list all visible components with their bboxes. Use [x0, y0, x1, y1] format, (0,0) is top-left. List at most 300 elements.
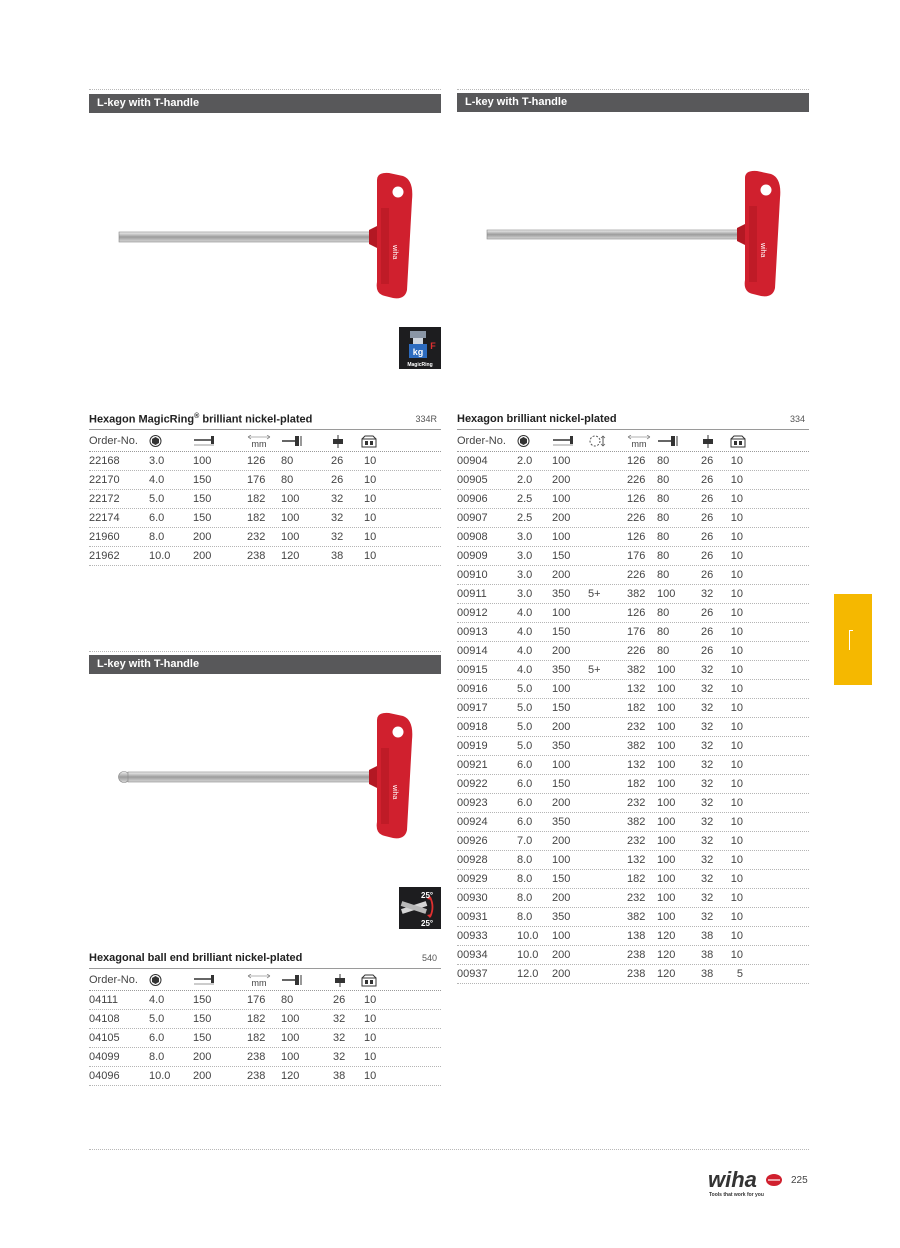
- hex-size: 6.0: [517, 759, 533, 771]
- handle-length: 100: [657, 721, 676, 733]
- order-no-header: Order-No.: [457, 435, 506, 447]
- order-no: 22170: [89, 474, 120, 486]
- handle-width: 32: [701, 835, 714, 847]
- table-row: [457, 699, 809, 718]
- hex-size: 8.0: [517, 873, 533, 885]
- handle-width: 26: [701, 512, 714, 524]
- handle-length: 80: [657, 569, 670, 581]
- hex-size: 3.0: [149, 455, 165, 467]
- table-row: [457, 927, 809, 946]
- total-length: 138: [627, 930, 646, 942]
- mm-label: mm: [251, 439, 267, 448]
- pack-quantity: 10: [730, 702, 743, 714]
- handle-length: 80: [657, 626, 670, 638]
- hex-size: 8.0: [517, 911, 533, 923]
- blade-length: 150: [552, 873, 571, 885]
- magicring-f-label: F: [430, 341, 436, 351]
- pack-quantity: 10: [364, 1032, 377, 1044]
- total-length: 176: [627, 550, 646, 562]
- handle-length: 100: [657, 835, 676, 847]
- table-row: [457, 566, 809, 585]
- order-no: 00904: [457, 455, 488, 467]
- total-length: 382: [627, 816, 646, 828]
- hex-size: 10.0: [517, 930, 539, 942]
- handle-length: 100: [281, 512, 300, 524]
- order-no: 00906: [457, 493, 488, 505]
- blade-length: 150: [193, 474, 212, 486]
- handle-length: 100: [281, 531, 300, 543]
- table-row: [89, 471, 441, 490]
- total-length: 226: [627, 474, 646, 486]
- footer-tagline: Tools that work for you: [709, 1192, 764, 1198]
- handle-width: 32: [701, 816, 714, 828]
- blade-length: 200: [193, 1070, 212, 1082]
- logo-wordmark: wiha: [708, 1168, 757, 1192]
- table-code: 334R: [415, 414, 437, 424]
- handle-width-icon: [333, 969, 347, 991]
- order-no: 00933: [457, 930, 488, 942]
- handle-length: 100: [657, 759, 676, 771]
- handle-width: 32: [331, 531, 344, 543]
- pack-quantity: 10: [730, 493, 743, 505]
- hex-size: 12.0: [517, 968, 539, 980]
- table-row: [457, 908, 809, 927]
- total-length: 132: [627, 854, 646, 866]
- hex-size: 8.0: [517, 854, 533, 866]
- table-row: [457, 851, 809, 870]
- blade-length: 200: [552, 569, 571, 581]
- pack-quantity: 10: [730, 474, 743, 486]
- angle-bottom-label: 25°: [421, 919, 434, 928]
- blade-length: 350: [552, 740, 571, 752]
- blade-length: 200: [552, 474, 571, 486]
- order-no: 00924: [457, 816, 488, 828]
- pack-quantity-icon: [361, 430, 377, 452]
- handle-width: 32: [701, 873, 714, 885]
- hex-size: 2.5: [517, 493, 533, 505]
- total-length-icon: [247, 969, 271, 991]
- handle-width: 26: [331, 474, 344, 486]
- handle-length: 80: [657, 550, 670, 562]
- handle-width: 32: [701, 702, 714, 714]
- handle-length: 120: [657, 949, 676, 961]
- order-no: 00921: [457, 759, 488, 771]
- total-length: 382: [627, 664, 646, 676]
- pack-quantity: 10: [730, 645, 743, 657]
- handle-width: 32: [701, 759, 714, 771]
- blade-length: 150: [552, 702, 571, 714]
- table-title: [457, 413, 809, 429]
- total-length: 232: [627, 892, 646, 904]
- handle-brand-label: wiha: [391, 785, 398, 800]
- pack-quantity: 10: [730, 664, 743, 676]
- hex-size: 6.0: [149, 512, 165, 524]
- blade-length-icon: [552, 430, 576, 452]
- handle-width: 32: [701, 683, 714, 695]
- handle-width: 26: [701, 626, 714, 638]
- order-no: 21960: [89, 531, 120, 543]
- pack-quantity: 10: [730, 873, 743, 885]
- top-separator-left: [89, 89, 441, 90]
- blade-length: 150: [193, 512, 212, 524]
- handle-length: 80: [281, 455, 294, 467]
- total-length: 226: [627, 569, 646, 581]
- total-length: 182: [247, 493, 266, 505]
- hex-size: 8.0: [149, 1051, 165, 1063]
- blade-length: 150: [193, 1032, 212, 1044]
- blade-length: 200: [552, 892, 571, 904]
- total-length: 382: [627, 588, 646, 600]
- handle-width: 38: [331, 550, 344, 562]
- order-no: 00916: [457, 683, 488, 695]
- blade-length: 350: [552, 816, 571, 828]
- blade-length: 100: [552, 683, 571, 695]
- handle-width: 32: [701, 892, 714, 904]
- order-no: 00931: [457, 911, 488, 923]
- pack-quantity: 5: [736, 968, 743, 980]
- table-title: [89, 413, 441, 429]
- handle-width: 26: [701, 531, 714, 543]
- blade-length: 150: [552, 778, 571, 790]
- total-length: 176: [247, 994, 266, 1006]
- pack-quantity: 10: [730, 455, 743, 467]
- order-no: 00910: [457, 569, 488, 581]
- handle-width: 32: [701, 740, 714, 752]
- handle-width: 38: [701, 949, 714, 961]
- table-row: [457, 490, 809, 509]
- hex-size: 6.0: [517, 778, 533, 790]
- total-length: 126: [627, 455, 646, 467]
- blade-length: 200: [552, 949, 571, 961]
- pack-quantity: 10: [730, 797, 743, 809]
- hex-size: 5.0: [517, 740, 533, 752]
- total-length: 182: [247, 512, 266, 524]
- mm-label: mm: [251, 978, 267, 987]
- hex-size-icon: [149, 969, 162, 991]
- hex-size: 10.0: [149, 550, 171, 562]
- order-no: 00930: [457, 892, 488, 904]
- order-no: 00934: [457, 949, 488, 961]
- handle-width: 32: [701, 721, 714, 733]
- pack-quantity: 10: [730, 778, 743, 790]
- order-no: 22168: [89, 455, 120, 467]
- handle-width: 32: [331, 493, 344, 505]
- order-no: 00917: [457, 702, 488, 714]
- total-length: 126: [627, 607, 646, 619]
- table-row: [457, 680, 809, 699]
- table-row: [457, 756, 809, 775]
- total-length: 132: [627, 683, 646, 695]
- handle-width: 26: [701, 550, 714, 562]
- table-row: [89, 1048, 441, 1067]
- table-row: [89, 528, 441, 547]
- pack-quantity: 10: [730, 721, 743, 733]
- pack-quantity: 10: [730, 949, 743, 961]
- blade-length: 200: [552, 721, 571, 733]
- hex-size: 7.0: [517, 835, 533, 847]
- order-no: 00914: [457, 645, 488, 657]
- pack-quantity: 10: [730, 512, 743, 524]
- hex-size: 8.0: [149, 531, 165, 543]
- handle-width: 38: [701, 930, 714, 942]
- order-no: 00905: [457, 474, 488, 486]
- hex-size: 5.0: [517, 702, 533, 714]
- handle-length: 100: [657, 664, 676, 676]
- blade-length: 100: [552, 759, 571, 771]
- hex-size: 4.0: [149, 474, 165, 486]
- pack-quantity: 10: [730, 911, 743, 923]
- table-row: [457, 889, 809, 908]
- total-length: 182: [627, 778, 646, 790]
- handle-brand-label: wiha: [391, 245, 398, 260]
- handle-length: 100: [281, 1051, 300, 1063]
- pack-quantity: 10: [730, 759, 743, 771]
- table-row: [457, 642, 809, 661]
- hex-size: 6.0: [149, 1032, 165, 1044]
- blade-length: 200: [552, 968, 571, 980]
- table-body: [89, 991, 441, 1086]
- handle-length: 80: [657, 512, 670, 524]
- table-row: [89, 991, 441, 1010]
- total-length: 226: [627, 512, 646, 524]
- blade-length: 100: [552, 455, 571, 467]
- pack-quantity: 10: [364, 994, 377, 1006]
- total-length: 182: [627, 702, 646, 714]
- handle-length: 100: [281, 1032, 300, 1044]
- blade-length: 100: [552, 531, 571, 543]
- total-length: 232: [627, 797, 646, 809]
- flex-rating: 5+: [588, 588, 601, 600]
- section-header-ballend: L-key with T-handle: [89, 655, 441, 674]
- table-row: [89, 1029, 441, 1048]
- table-row: [457, 452, 809, 471]
- order-no: 04099: [89, 1051, 120, 1063]
- handle-length: 100: [657, 702, 676, 714]
- pack-quantity-icon: [730, 430, 746, 452]
- blade-length: 200: [552, 797, 571, 809]
- table-header-row: [89, 430, 441, 452]
- pack-quantity-icon: [361, 969, 377, 991]
- handle-length-icon: [657, 430, 679, 452]
- pack-quantity: 10: [730, 607, 743, 619]
- pack-quantity: 10: [730, 854, 743, 866]
- hex-size: 2.5: [517, 512, 533, 524]
- magicring-badge: [399, 327, 441, 369]
- blade-length: 100: [193, 455, 212, 467]
- handle-width: 32: [701, 854, 714, 866]
- total-length: 182: [627, 873, 646, 885]
- page-number: 225: [791, 1175, 808, 1186]
- blade-length: 200: [552, 835, 571, 847]
- hex-size: 3.0: [517, 569, 533, 581]
- handle-width: 32: [701, 778, 714, 790]
- total-length-icon: [247, 430, 271, 452]
- footer-separator: [89, 1149, 809, 1150]
- handle-length: 80: [657, 645, 670, 657]
- table-title-text: Hexagonal ball end brilliant nickel-plated: [89, 952, 303, 964]
- handle-width: 38: [701, 968, 714, 980]
- table-header-row: [89, 969, 441, 991]
- pack-quantity: 10: [364, 493, 377, 505]
- table-row: [89, 490, 441, 509]
- order-no: 00918: [457, 721, 488, 733]
- handle-brand-label: wiha: [759, 243, 766, 258]
- hex-size: 5.0: [517, 721, 533, 733]
- handle-width: 26: [701, 493, 714, 505]
- pack-quantity: 10: [364, 474, 377, 486]
- mid-separator-left: [89, 651, 441, 652]
- table-row: [457, 604, 809, 623]
- handle-length: 100: [657, 873, 676, 885]
- total-length: 232: [627, 721, 646, 733]
- order-no: 04111: [89, 994, 118, 1006]
- handle-length: 100: [657, 892, 676, 904]
- hex-size: 3.0: [517, 588, 533, 600]
- blade-length: 100: [552, 930, 571, 942]
- pack-quantity: 10: [730, 816, 743, 828]
- handle-length-icon: [281, 430, 303, 452]
- table-row: [457, 471, 809, 490]
- blade-length: 100: [552, 854, 571, 866]
- hex-size: 8.0: [517, 892, 533, 904]
- section-tab: [834, 594, 872, 685]
- total-length: 126: [627, 531, 646, 543]
- handle-width: 32: [333, 1032, 346, 1044]
- blade-length: 100: [552, 607, 571, 619]
- hex-size: 4.0: [517, 607, 533, 619]
- handle-length-icon: [281, 969, 303, 991]
- order-no: 04108: [89, 1013, 120, 1025]
- blade-length: 150: [193, 493, 212, 505]
- section-header-magicring: L-key with T-handle: [89, 94, 441, 113]
- hex-size: 5.0: [517, 683, 533, 695]
- top-separator-right: [457, 89, 809, 90]
- table-row: [457, 794, 809, 813]
- flex-rating: 5+: [588, 664, 601, 676]
- order-no: 00919: [457, 740, 488, 752]
- order-no-header: Order-No.: [89, 435, 138, 447]
- pack-quantity: 10: [730, 569, 743, 581]
- pack-quantity: 10: [364, 550, 377, 562]
- order-no-header: Order-No.: [89, 974, 138, 986]
- total-length: 382: [627, 911, 646, 923]
- blade-length: 150: [193, 994, 212, 1006]
- table-row: [457, 870, 809, 889]
- table-title-text: Hexagon brilliant nickel-plated: [457, 413, 617, 425]
- handle-length: 120: [281, 1070, 300, 1082]
- hex-size: 10.0: [149, 1070, 171, 1082]
- order-no: 00923: [457, 797, 488, 809]
- blade-length: 150: [193, 1013, 212, 1025]
- handle-length: 80: [657, 493, 670, 505]
- pack-quantity: 10: [364, 455, 377, 467]
- pack-quantity: 10: [730, 626, 743, 638]
- hex-size: 5.0: [149, 1013, 165, 1025]
- hex-size: 5.0: [149, 493, 165, 505]
- pack-quantity: 10: [730, 550, 743, 562]
- blade-length-icon: [193, 969, 217, 991]
- handle-length: 100: [657, 854, 676, 866]
- handle-length: 120: [657, 930, 676, 942]
- blade-length: 200: [552, 512, 571, 524]
- handle-width: 26: [701, 569, 714, 581]
- table-title-text: Hexagon MagicRing: [89, 413, 195, 426]
- order-no: 00928: [457, 854, 488, 866]
- hex-size: 3.0: [517, 531, 533, 543]
- pack-quantity: 10: [364, 531, 377, 543]
- handle-width: 26: [701, 455, 714, 467]
- table-row: [457, 813, 809, 832]
- total-length: 232: [247, 531, 266, 543]
- table-code: 540: [421, 953, 437, 963]
- blade-length: 200: [193, 550, 212, 562]
- pack-quantity: 10: [730, 930, 743, 942]
- order-no: 00915: [457, 664, 488, 676]
- table-row: [89, 452, 441, 471]
- order-no: 04096: [89, 1070, 120, 1082]
- product-image-hexagon: [483, 168, 783, 303]
- handle-width-icon: [701, 430, 715, 452]
- hex-size: 6.0: [517, 816, 533, 828]
- table-ballend: [89, 952, 441, 1086]
- order-no: 22174: [89, 512, 120, 524]
- table-row: [89, 547, 441, 566]
- handle-length: 120: [281, 550, 300, 562]
- handle-width: 32: [701, 911, 714, 923]
- handle-length: 80: [281, 474, 294, 486]
- total-length: 182: [247, 1032, 266, 1044]
- table-row: [457, 547, 809, 566]
- handle-length: 100: [657, 797, 676, 809]
- blade-length-icon: [193, 430, 217, 452]
- magicring-kg-label: kg: [412, 347, 424, 357]
- pack-quantity: 10: [364, 1013, 377, 1025]
- handle-width: 26: [333, 994, 346, 1006]
- total-length: 126: [627, 493, 646, 505]
- order-no: 00907: [457, 512, 488, 524]
- total-length: 232: [627, 835, 646, 847]
- pack-quantity: 10: [730, 683, 743, 695]
- table-row: [457, 528, 809, 547]
- table-row: [457, 775, 809, 794]
- table-code: 334: [789, 414, 805, 424]
- angle-top-label: 25°: [421, 891, 434, 900]
- handle-length: 80: [657, 607, 670, 619]
- pack-quantity: 10: [730, 892, 743, 904]
- blade-length: 150: [552, 626, 571, 638]
- table-row: [457, 509, 809, 528]
- handle-width-icon: [331, 430, 345, 452]
- total-length: 226: [627, 645, 646, 657]
- pack-quantity: 10: [364, 512, 377, 524]
- hex-size: 4.0: [517, 626, 533, 638]
- handle-width: 32: [701, 664, 714, 676]
- blade-length: 150: [552, 550, 571, 562]
- hex-size-icon: [517, 430, 530, 452]
- handle-length: 80: [657, 474, 670, 486]
- handle-length: 120: [657, 968, 676, 980]
- order-no: 00913: [457, 626, 488, 638]
- blade-length: 350: [552, 664, 571, 676]
- order-no: 00911: [457, 588, 487, 600]
- mm-label: mm: [631, 439, 647, 448]
- pack-quantity: 10: [730, 740, 743, 752]
- handle-width: 32: [333, 1013, 346, 1025]
- handle-width: 38: [333, 1070, 346, 1082]
- handle-width: 26: [701, 474, 714, 486]
- handle-width: 32: [331, 512, 344, 524]
- product-image-magicring: [115, 170, 415, 305]
